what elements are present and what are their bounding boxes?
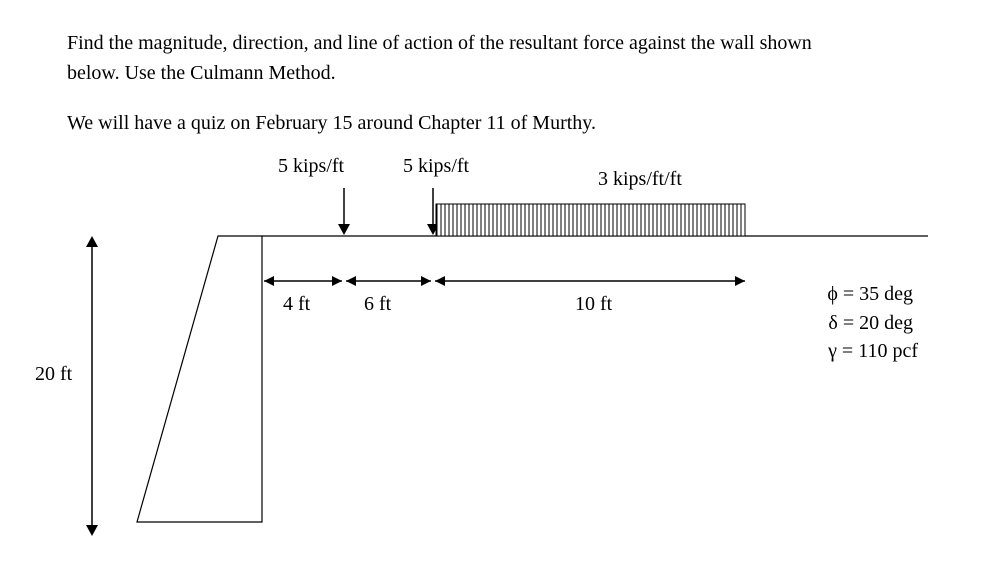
dim-label-10ft: 10 ft xyxy=(575,293,613,315)
distributed-load-block xyxy=(436,204,745,236)
load-label-left: 5 kips/ft xyxy=(278,155,345,177)
dimension-line-height xyxy=(86,236,98,536)
dimension-line-4ft xyxy=(264,276,342,286)
dimension-line-6ft xyxy=(346,276,431,286)
problem-line-1: Find the magnitude, direction, and line of action of the resultant force against the wall shown xyxy=(67,32,812,54)
load-label-right: 5 kips/ft xyxy=(403,155,470,177)
retaining-wall xyxy=(137,236,262,522)
quiz-notice: We will have a quiz on February 15 around Chapter 11 of Murthy. xyxy=(67,112,596,134)
dim-label-6ft: 6 ft xyxy=(364,293,392,315)
soil-delta-label: δ = 20 deg xyxy=(828,312,913,334)
dim-label-4ft: 4 ft xyxy=(283,293,311,315)
dimension-line-10ft xyxy=(435,276,745,286)
problem-line-2: below. Use the Culmann Method. xyxy=(67,62,336,84)
point-load-arrow-left xyxy=(338,188,350,235)
distributed-load-label: 3 kips/ft/ft xyxy=(598,168,682,190)
soil-gamma-label: γ = 110 pcf xyxy=(828,340,918,362)
soil-phi-label: ϕ = 35 deg xyxy=(827,283,913,305)
dim-label-height: 20 ft xyxy=(35,363,73,385)
